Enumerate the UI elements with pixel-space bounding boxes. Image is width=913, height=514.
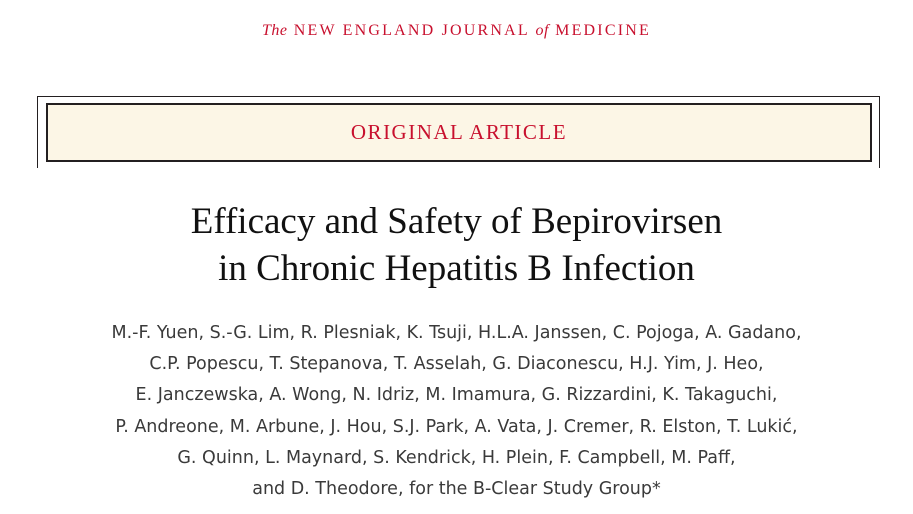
author-line-3: E. Janczewska, A. Wong, N. Idriz, M. Imamura, G. Rizzardini, K. Takaguchi, [135,385,778,406]
article-type-banner [46,103,872,162]
masthead-name-part1: NEW ENGLAND JOURNAL [293,22,530,39]
author-list [0,318,913,505]
author-line-2: C.P. Popescu, T. Stepanova, T. Asselah, G. Diaconescu, H.J. Yim, J. Heo, [149,354,764,375]
title-line-1: Efficacy and Safety of Bepirovirsen [190,201,723,242]
title-line-2: in Chronic Hepatitis B Infection [218,248,695,289]
masthead-name-part2: MEDICINE [555,22,651,39]
author-line-5: G. Quinn, L. Maynard, S. Kendrick, H. Plein, F. Campbell, M. Paff, [177,447,736,468]
article-title [0,198,913,292]
masthead-of: of [535,22,549,39]
author-line-1: M.-F. Yuen, S.-G. Lim, R. Plesniak, K. Tsuji, H.L.A. Janssen, C. Pojoga, A. Gadano, [111,323,802,343]
masthead-the: The [262,22,288,39]
author-line-6: and D. Theodore, for the B-Clear Study Group* [252,479,661,500]
article-type-label: ORIGINAL ARTICLE [350,120,568,144]
journal-masthead [0,22,913,40]
author-line-4: P. Andreone, M. Arbune, J. Hou, S.J. Park, A. Vata, J. Cremer, R. Elston, T. Lukić, [115,416,798,437]
